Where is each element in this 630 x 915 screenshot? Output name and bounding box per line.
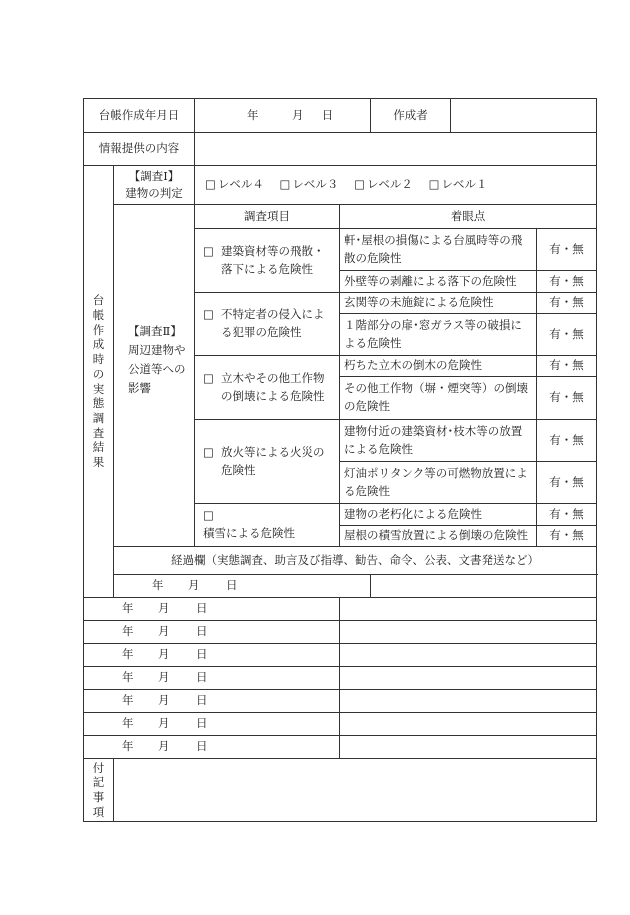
level-4-checkbox[interactable]: □ レベル４ — [205, 177, 264, 191]
history-title-row — [84, 547, 597, 575]
table-row — [84, 575, 597, 598]
yn-selector[interactable]: 有・無 — [537, 271, 597, 293]
survey1-title: 【調査Ⅰ】 — [128, 168, 180, 183]
item-5-label: 積雪による危険性 — [203, 526, 295, 540]
history-entry[interactable] — [371, 575, 597, 598]
item-5-checkbox[interactable]: □積雪による危険性 — [195, 504, 340, 547]
history-date[interactable]: 年 月 日 — [114, 575, 371, 598]
created-date-field[interactable] — [195, 99, 371, 133]
table-row — [84, 667, 597, 690]
yn-selector[interactable]: 有・無 — [537, 504, 597, 526]
item-3-checkbox[interactable]: □ 立木やその他工作物の倒壊による危険性 — [195, 356, 340, 420]
history-title: 経過欄（実態調査、助言及び指導、勧告、命令、公表、文書発送など） — [114, 547, 597, 575]
survey2-title: 【調査Ⅱ】 — [128, 324, 182, 338]
col-point-header: 着眼点 — [340, 205, 597, 229]
level-2-checkbox[interactable]: □ レベル２ — [354, 177, 413, 191]
table-row — [84, 690, 597, 713]
level-options — [195, 166, 597, 205]
item-2-checkbox[interactable]: □ 不特定者の侵入による犯罪の危険性 — [195, 293, 340, 356]
yn-selector[interactable]: 有・無 — [537, 526, 597, 547]
creation-date-row — [84, 99, 597, 133]
point-4-2: 灯油ポリタンク等の可燃物放置による危険性 — [340, 462, 537, 504]
yn-selector[interactable]: 有・無 — [537, 462, 597, 504]
info-row — [84, 133, 597, 166]
month-unit: 月 — [292, 107, 304, 122]
history-entry[interactable] — [340, 621, 597, 644]
survey2-desc: 周辺建物や公道等への影響 — [128, 342, 186, 395]
item-4-label: 放火等による火災の危険性 — [221, 444, 325, 477]
level-1-checkbox[interactable]: □ レベル１ — [429, 177, 488, 191]
history-entry[interactable] — [340, 644, 597, 667]
level-3-checkbox[interactable]: □ レベル３ — [280, 177, 339, 191]
point-5-2: 屋根の積雪放置による倒壊の危険性 — [340, 526, 537, 547]
survey1-heading — [114, 166, 195, 205]
history-date[interactable]: 年 月 日 — [84, 621, 340, 644]
point-2-1: 玄関等の未施錠による危険性 — [340, 293, 537, 314]
table-row — [84, 621, 597, 644]
yn-selector[interactable]: 有・無 — [537, 420, 597, 462]
yn-selector[interactable]: 有・無 — [537, 356, 597, 377]
notes-field[interactable] — [114, 759, 597, 822]
yn-selector[interactable]: 有・無 — [537, 377, 597, 420]
yn-selector[interactable]: 有・無 — [537, 314, 597, 356]
notes-row — [84, 759, 597, 822]
point-1-1: 軒･屋根の損傷による台風時等の飛散の危険性 — [340, 229, 537, 271]
history-entry[interactable] — [340, 736, 597, 759]
table-row — [84, 598, 597, 621]
survey1-subtitle: 建物の判定 — [125, 186, 183, 200]
point-2-2: １階部分の扉･窓ガラス等の破損による危険性 — [340, 314, 537, 356]
point-5-1: 建物の老朽化による危険性 — [340, 504, 537, 526]
notes-label: 付記事項 — [84, 759, 114, 822]
author-label: 作成者 — [371, 99, 451, 133]
item-1-checkbox[interactable]: □ 建築資材等の飛散・落下による危険性 — [195, 229, 340, 293]
history-date[interactable]: 年 月 日 — [84, 667, 340, 690]
point-1-2: 外壁等の剥離による落下の危険性 — [340, 271, 537, 293]
day-unit: 日 — [321, 107, 334, 122]
register-form — [83, 98, 596, 822]
history-date[interactable]: 年 月 日 — [84, 644, 340, 667]
created-date-label: 台帳作成年月日 — [84, 99, 195, 133]
item-2-label: 不特定者の侵入による犯罪の危険性 — [221, 307, 325, 339]
item-3-label: 立木やその他工作物の倒壊による危険性 — [221, 370, 325, 403]
point-3-2: その他工作物（塀・煙突等）の倒壊の危険性 — [340, 377, 537, 420]
table-row — [84, 713, 597, 736]
register-table — [83, 98, 597, 822]
yn-selector[interactable]: 有・無 — [537, 293, 597, 314]
survey2-heading — [114, 205, 195, 547]
col-item-header: 調査項目 — [195, 205, 340, 229]
item-4-checkbox[interactable]: □ 放火等による火災の危険性 — [195, 420, 340, 504]
table-row — [84, 736, 597, 759]
item-1-label: 建築資材等の飛散・落下による危険性 — [221, 243, 325, 276]
history-entry[interactable] — [340, 690, 597, 713]
point-3-1: 朽ちた立木の倒木の危険性 — [340, 356, 537, 377]
info-label: 情報提供の内容 — [84, 133, 195, 166]
survey2-header-row — [84, 205, 597, 229]
history-entry[interactable] — [340, 667, 597, 690]
history-entry[interactable] — [340, 713, 597, 736]
table-row — [84, 644, 597, 667]
yn-selector[interactable]: 有・無 — [537, 229, 597, 271]
history-date[interactable]: 年 月 日 — [84, 598, 340, 621]
year-unit: 年 — [247, 107, 259, 122]
survey-result-side-title: 台帳作成時の実態調査結果 — [84, 166, 114, 598]
point-4-1: 建物付近の建築資材･枝木等の放置による危険性 — [340, 420, 537, 462]
history-date[interactable]: 年 月 日 — [84, 690, 340, 713]
survey1-row — [84, 166, 597, 205]
author-field[interactable] — [451, 99, 597, 133]
history-entry[interactable] — [340, 598, 597, 621]
info-field[interactable] — [195, 133, 597, 166]
history-date[interactable]: 年 月 日 — [84, 736, 340, 759]
history-date[interactable]: 年 月 日 — [84, 713, 340, 736]
